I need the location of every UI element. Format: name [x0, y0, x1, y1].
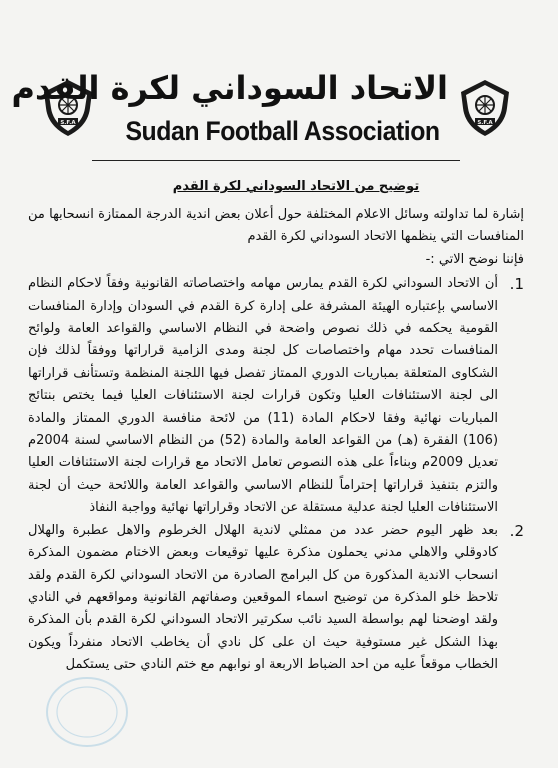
header-divider	[92, 160, 460, 161]
document-body	[28, 176, 524, 677]
list-item-text: أن الاتحاد السوداني لكرة القدم يمارس مهامه واختصاصاته القانونية وفقاً لاحكام النظام الاساسي بإعتباره الهيئة المشرفة على إدارة كرة القدم في السودان وإدارة المنافسات القومية يحكمه في ذلك نصوص واضحة في النظام الاساسي والقواعد العامة ولوائح المنافسات تحدد مهام واختصاصات كل لجنة ومدى الزامية قراراتها ووفقاً لذلك فإن الشكاوى المتعلقة بمباريات الدوري الممتاز تفصل فيها اللجنة المنظمة وتستأنف قراراتها الى لجنة الاستئنافات العليا وتكون قرارات لجنة الاستئنافات العليا فيما يختص بنتائج المباريات نهائية وفقا لاحكام المادة (11) من لائحة منافسة الدوري الممتاز والمادة (106) الفقرة (هـ) من القواعد العامة والمادة (52) من النظام الاساسي لسنة 2004م تعديل 2009م وبناءاً على هذه النصوص تعامل الاتحاد مع قرارات لجنة الاستئنافات العليا والتزم بتنفيذ قراراتها إحتراماً للنظام الاساسي والقواعد العامة واللائحة حيث أن لجنة الاستئنافات العليا لجنة عدلية مستقلة عن الاتحاد وقراراتها نهائية وواجبة النفاذ	[28, 276, 499, 516]
list-item-number: 1.	[509, 275, 524, 294]
logo-text: S.F.A	[60, 120, 76, 126]
list-item	[28, 520, 524, 677]
list-item-number: 2.	[509, 521, 524, 540]
logo-text: S.F.A	[477, 120, 493, 126]
list-item	[28, 273, 524, 519]
document-heading: توضيح من الاتحاد السوداني لكرة القدم	[172, 179, 420, 194]
english-org-name: Sudan Football Association	[125, 116, 440, 146]
intro-tail: فإننا نوضح الاتي :-	[425, 251, 524, 267]
intro-paragraph: إشارة لما تداولته وسائل الاعلام المختلفة حول أعلان بعض اندية الدرجة الممتازة انسحابها من المنافسات التي ينظمها الاتحاد السوداني لكرة القدم	[28, 207, 524, 245]
stamp-icon	[42, 672, 132, 752]
list-item-text: بعد ظهر اليوم حضر عدد من ممثلي لاندية الهلال الخرطوم والاهل عطبرة والهلال كادوقلي والاهلي مدني يحملون مذكرة عليها توقيعات وبعض الاختام مضمون المذكرة انسحاب الاندية المذكورة من كل البرامج الصادرة من الاتحاد السوداني لكرة القدم ولقد تلاحظ خلو المذكرة من توضيح اسماء الموقعين وصفاتهم القانونية ومواقعهم في النادي ولقد اوضحنا لهم بواسطة السيد نائب سكرتير الاتحاد السوداني لكرة القدم بأن المذكرة بهذا الشكل غير مستوفية حيث ان على كل نادي أن يخاطب الاتحاد منفرداً ويكون الخطاب موقعاً عليه من احد الضباط الاربعة او نوابهم مع ختم النادي حتى يستكمل	[28, 522, 498, 673]
sfa-crest-icon	[459, 78, 511, 138]
arabic-org-name: الاتحاد السوداني لكرة القدم	[11, 69, 448, 107]
